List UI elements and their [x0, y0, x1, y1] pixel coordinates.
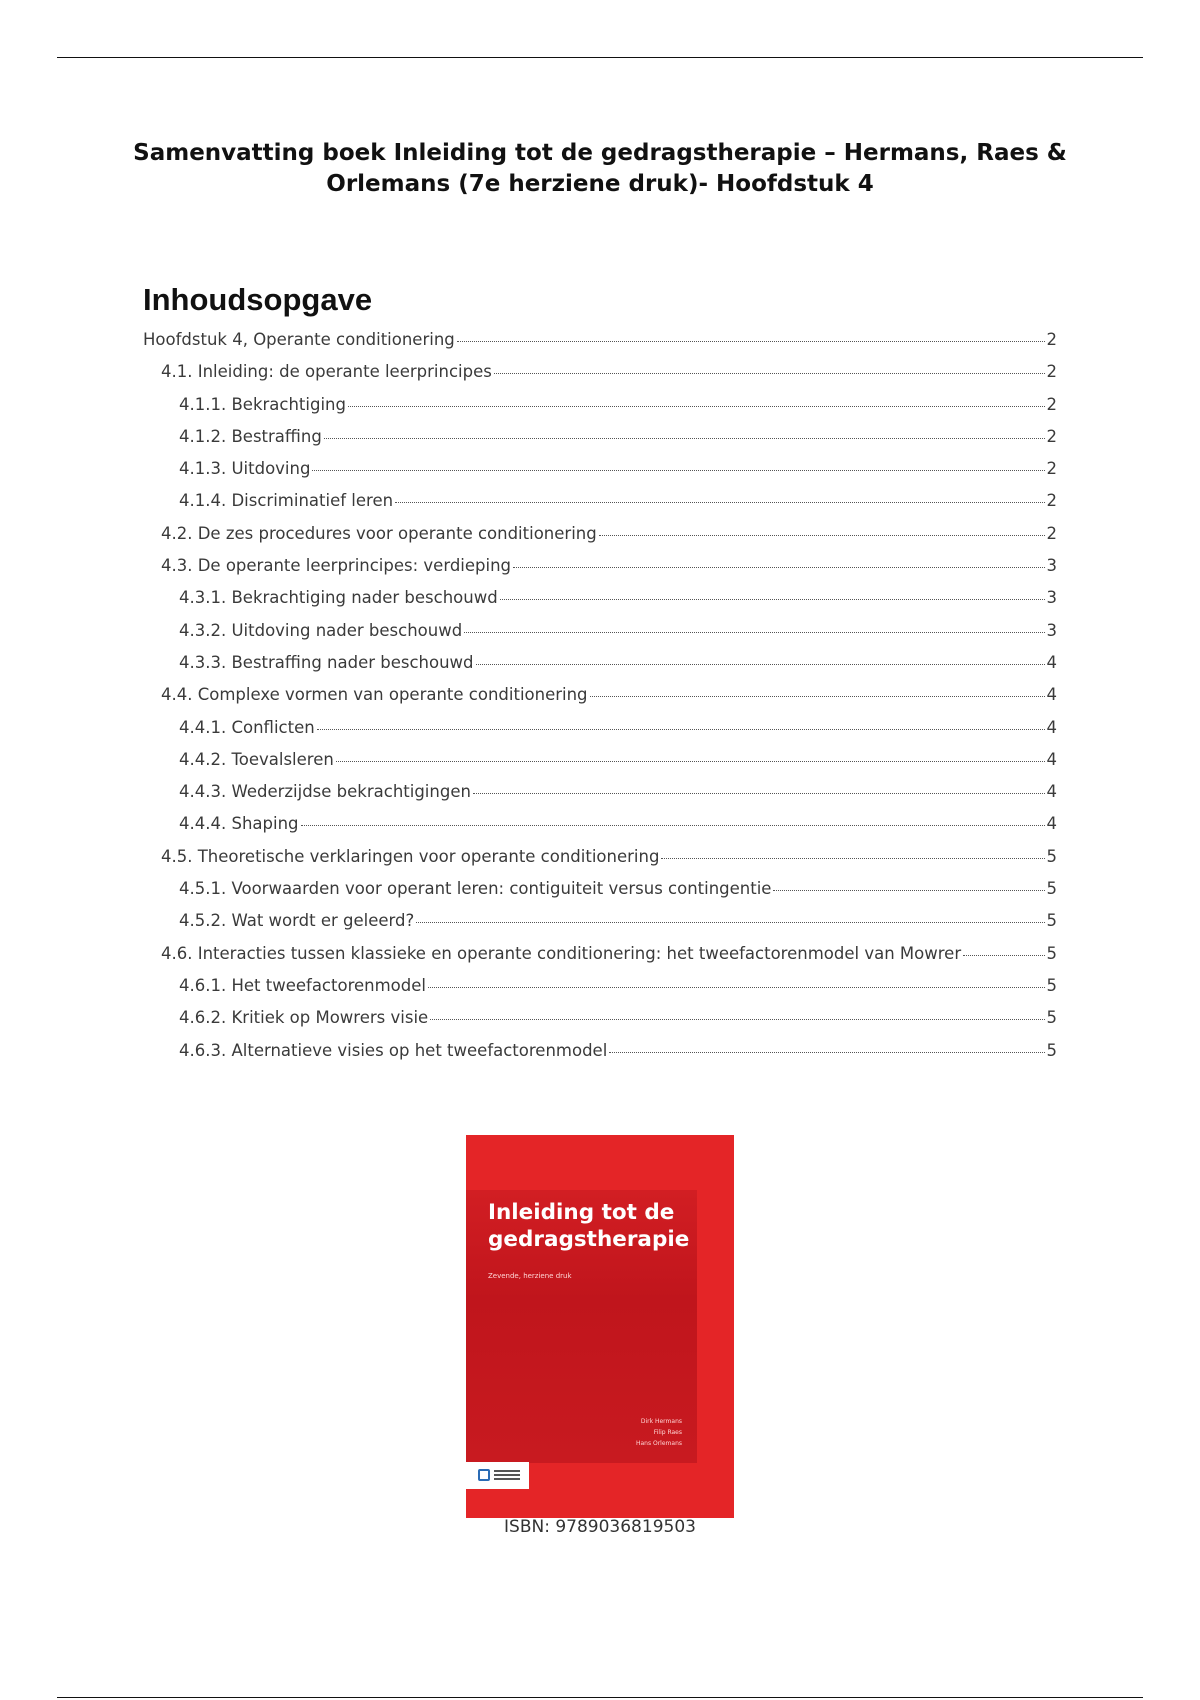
toc-entry[interactable]	[143, 976, 1057, 1008]
toc-dot-leader	[317, 729, 1045, 730]
toc-entry-title: 4.3. De operante leerprincipes: verdieping	[161, 556, 512, 576]
toc-entry[interactable]	[143, 847, 1057, 879]
toc-dot-leader	[336, 761, 1045, 762]
toc-dot-leader	[416, 922, 1044, 923]
cover-title: Inleiding tot de gedragstherapie	[488, 1200, 690, 1252]
bottom-rule	[57, 1697, 1143, 1698]
toc-entry[interactable]	[143, 718, 1057, 750]
toc-page-number: 5	[1046, 846, 1057, 866]
toc-page-number: 5	[1046, 943, 1057, 963]
toc-page-number: 2	[1046, 426, 1057, 446]
toc-page-number: 3	[1046, 556, 1057, 576]
publisher-logo-text	[494, 1470, 520, 1480]
toc-entry[interactable]	[143, 653, 1057, 685]
toc-entry[interactable]	[143, 1008, 1057, 1040]
toc-entry-title: 4.3.2. Uitdoving nader beschouwd	[179, 620, 463, 640]
toc-dot-leader	[476, 664, 1045, 665]
toc-entry-title: 4.6.1. Het tweefactorenmodel	[179, 975, 426, 995]
toc-entry-title: 4.1.1. Bekrachtiging	[179, 394, 346, 414]
cover-author: Dirk Hermans	[640, 1418, 682, 1425]
book-cover-image	[466, 1135, 734, 1518]
toc-dot-leader	[473, 793, 1045, 794]
toc-entry-title: 4.6. Interacties tussen klassieke en operante conditionering: het tweefactorenmodel van Mowrer	[161, 943, 962, 963]
toc-entry[interactable]	[143, 362, 1057, 394]
toc-page-number: 2	[1046, 523, 1057, 543]
cover-authors	[636, 1416, 682, 1449]
toc-page-number: 2	[1046, 491, 1057, 511]
toc-entry[interactable]	[143, 395, 1057, 427]
toc-entry[interactable]	[143, 685, 1057, 717]
toc-dot-leader	[324, 438, 1045, 439]
toc-entry-title: 4.4.2. Toevalsleren	[179, 749, 334, 769]
toc-entry[interactable]	[143, 782, 1057, 814]
cover-edition: Zevende, herziene druk	[488, 1272, 572, 1280]
toc-entry[interactable]	[143, 944, 1057, 976]
publisher-logo-icon	[478, 1469, 490, 1481]
toc-page-number: 5	[1046, 1040, 1057, 1060]
toc-entry[interactable]	[143, 750, 1057, 782]
toc-entry[interactable]	[143, 491, 1057, 523]
toc-dot-leader	[661, 858, 1044, 859]
toc-entry-title: 4.1.4. Discriminatief leren	[179, 491, 394, 511]
toc-entry[interactable]	[143, 588, 1057, 620]
toc-entry-title: 4.5.1. Voorwaarden voor operant leren: contiguiteit versus contingentie	[179, 879, 772, 899]
toc-entry-title: 4.3.3. Bestraffing nader beschouwd	[179, 652, 474, 672]
toc-page-number: 4	[1046, 717, 1057, 737]
toc-entry-title: 4.2. De zes procedures voor operante conditionering	[161, 523, 597, 543]
toc-dot-leader	[395, 502, 1044, 503]
toc-page-number: 4	[1046, 782, 1057, 802]
toc-page-number: 5	[1046, 1008, 1057, 1028]
toc-entry[interactable]	[143, 556, 1057, 588]
toc-dot-leader	[464, 632, 1044, 633]
toc-entry-title: 4.1.2. Bestraffing	[179, 426, 322, 446]
toc-page-number: 4	[1046, 685, 1057, 705]
toc-dot-leader	[500, 599, 1045, 600]
toc-entry[interactable]	[143, 330, 1057, 362]
toc-page-number: 3	[1046, 620, 1057, 640]
toc-dot-leader	[513, 567, 1044, 568]
toc-entry[interactable]	[143, 814, 1057, 846]
toc-page-number: 2	[1046, 330, 1057, 349]
toc-dot-leader	[963, 955, 1044, 956]
publisher-logo	[466, 1462, 529, 1489]
toc-entry[interactable]	[143, 911, 1057, 943]
toc-entry[interactable]	[143, 524, 1057, 556]
cover-author: Filip Raes	[653, 1429, 682, 1436]
toc-page-number: 4	[1046, 652, 1057, 672]
toc-entry-title: 4.4. Complexe vormen van operante conditionering	[161, 685, 588, 705]
toc-page-number: 2	[1046, 394, 1057, 414]
toc-heading: Inhoudsopgave	[143, 282, 373, 317]
toc-dot-leader	[312, 470, 1044, 471]
toc-entry-title: 4.4.3. Wederzijdse bekrachtigingen	[179, 782, 471, 802]
toc-page-number: 2	[1046, 362, 1057, 382]
toc-entry[interactable]	[143, 621, 1057, 653]
toc-dot-leader	[301, 825, 1045, 826]
toc-dot-leader	[428, 987, 1045, 988]
toc-entry-title: 4.1. Inleiding: de operante leerprincipes	[161, 362, 492, 382]
cover-author: Hans Orlemans	[635, 1440, 682, 1447]
toc-entry[interactable]	[143, 879, 1057, 911]
toc-dot-leader	[348, 406, 1045, 407]
toc-entry-title: 4.3.1. Bekrachtiging nader beschouwd	[179, 588, 498, 608]
document-title: Samenvatting boek Inleiding tot de gedragstherapie – Hermans, Raes & Orlemans (7e herziene druk)- Hoofdstuk 4	[133, 140, 1067, 197]
table-of-contents	[143, 330, 1057, 1073]
toc-dot-leader	[609, 1052, 1044, 1053]
toc-entry-title: Hoofdstuk 4, Operante conditionering	[143, 330, 455, 349]
toc-dot-leader	[599, 535, 1045, 536]
toc-dot-leader	[590, 696, 1045, 697]
toc-page-number: 4	[1046, 814, 1057, 834]
toc-entry-title: 4.4.4. Shaping	[179, 814, 299, 834]
toc-entry[interactable]	[143, 427, 1057, 459]
toc-entry-title: 4.5. Theoretische verklaringen voor operante conditionering	[161, 846, 660, 866]
toc-entry[interactable]	[143, 1041, 1057, 1073]
toc-page-number: 3	[1046, 588, 1057, 608]
toc-page-number: 2	[1046, 459, 1057, 479]
toc-entry-title: 4.6.2. Kritiek op Mowrers visie	[179, 1008, 429, 1028]
toc-page-number: 4	[1046, 749, 1057, 769]
toc-dot-leader	[773, 890, 1044, 891]
isbn-caption: ISBN: 9789036819503	[504, 1517, 696, 1537]
toc-page-number: 5	[1046, 911, 1057, 931]
toc-entry-title: 4.4.1. Conflicten	[179, 717, 315, 737]
toc-entry[interactable]	[143, 459, 1057, 491]
toc-dot-leader	[494, 373, 1045, 374]
toc-page-number: 5	[1046, 879, 1057, 899]
toc-page-number: 5	[1046, 975, 1057, 995]
toc-dot-leader	[430, 1019, 1044, 1020]
toc-entry-title: 4.6.3. Alternatieve visies op het tweefactorenmodel	[179, 1040, 608, 1060]
toc-entry-title: 4.1.3. Uitdoving	[179, 459, 311, 479]
toc-dot-leader	[457, 341, 1045, 342]
top-rule	[57, 57, 1143, 58]
toc-entry-title: 4.5.2. Wat wordt er geleerd?	[179, 911, 415, 931]
